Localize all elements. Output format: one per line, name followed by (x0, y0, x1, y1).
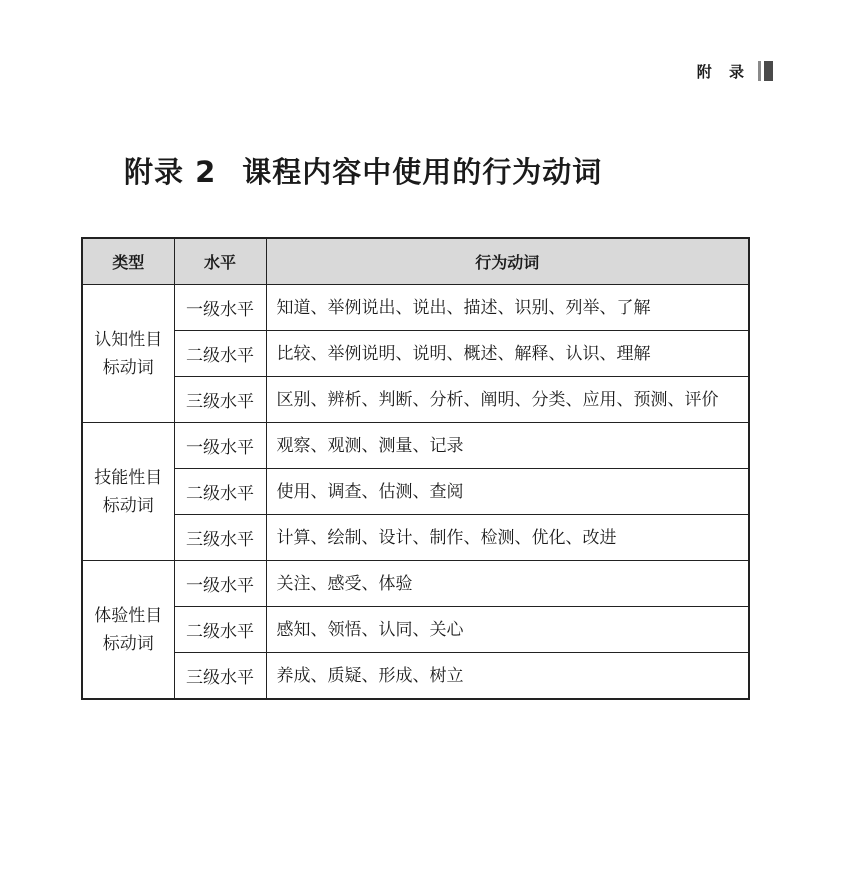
level-cell: 一级水平 (174, 285, 266, 331)
level-cell: 二级水平 (174, 469, 266, 515)
level-cell: 二级水平 (174, 331, 266, 377)
level-cell: 三级水平 (174, 515, 266, 561)
table-row (82, 423, 749, 469)
type-cell-cognitive: 认知性目标动词 (82, 285, 174, 423)
verbs-cell: 养成、质疑、形成、树立 (266, 653, 749, 700)
table-row (82, 331, 749, 377)
running-head-bars-icon (758, 61, 773, 81)
running-head-label: 附 录 (696, 62, 750, 81)
verbs-cell: 区别、辨析、判断、分析、阐明、分类、应用、预测、评价 (266, 377, 749, 423)
level-cell: 三级水平 (174, 377, 266, 423)
running-head (697, 58, 773, 84)
appendix-number: 附录 2 (124, 155, 217, 189)
table-row (82, 285, 749, 331)
verbs-cell: 感知、领悟、认同、关心 (266, 607, 749, 653)
action-verbs-table (81, 237, 750, 700)
table-header-row (82, 238, 749, 285)
level-cell: 二级水平 (174, 607, 266, 653)
level-cell: 一级水平 (174, 561, 266, 607)
verbs-cell: 使用、调查、估测、查阅 (266, 469, 749, 515)
verbs-cell: 关注、感受、体验 (266, 561, 749, 607)
appendix-title: 课程内容中使用的行为动词 (242, 155, 603, 189)
header-type: 类型 (82, 238, 174, 285)
header-verbs: 行为动词 (266, 238, 749, 285)
level-cell: 一级水平 (174, 423, 266, 469)
level-cell: 三级水平 (174, 653, 266, 700)
table-row (82, 515, 749, 561)
verbs-cell: 观察、观测、测量、记录 (266, 423, 749, 469)
type-cell-skill: 技能性目标动词 (82, 423, 174, 561)
table-row (82, 469, 749, 515)
type-cell-experiential: 体验性目标动词 (82, 561, 174, 700)
verbs-cell: 计算、绘制、设计、制作、检测、优化、改进 (266, 515, 749, 561)
header-level: 水平 (174, 238, 266, 285)
table-row (82, 561, 749, 607)
verbs-cell: 比较、举例说明、说明、概述、解释、认识、理解 (266, 331, 749, 377)
verbs-cell: 知道、举例说出、说出、描述、识别、列举、了解 (266, 285, 749, 331)
table-row (82, 607, 749, 653)
page-title (124, 150, 602, 191)
table-row (82, 653, 749, 700)
table-row (82, 377, 749, 423)
